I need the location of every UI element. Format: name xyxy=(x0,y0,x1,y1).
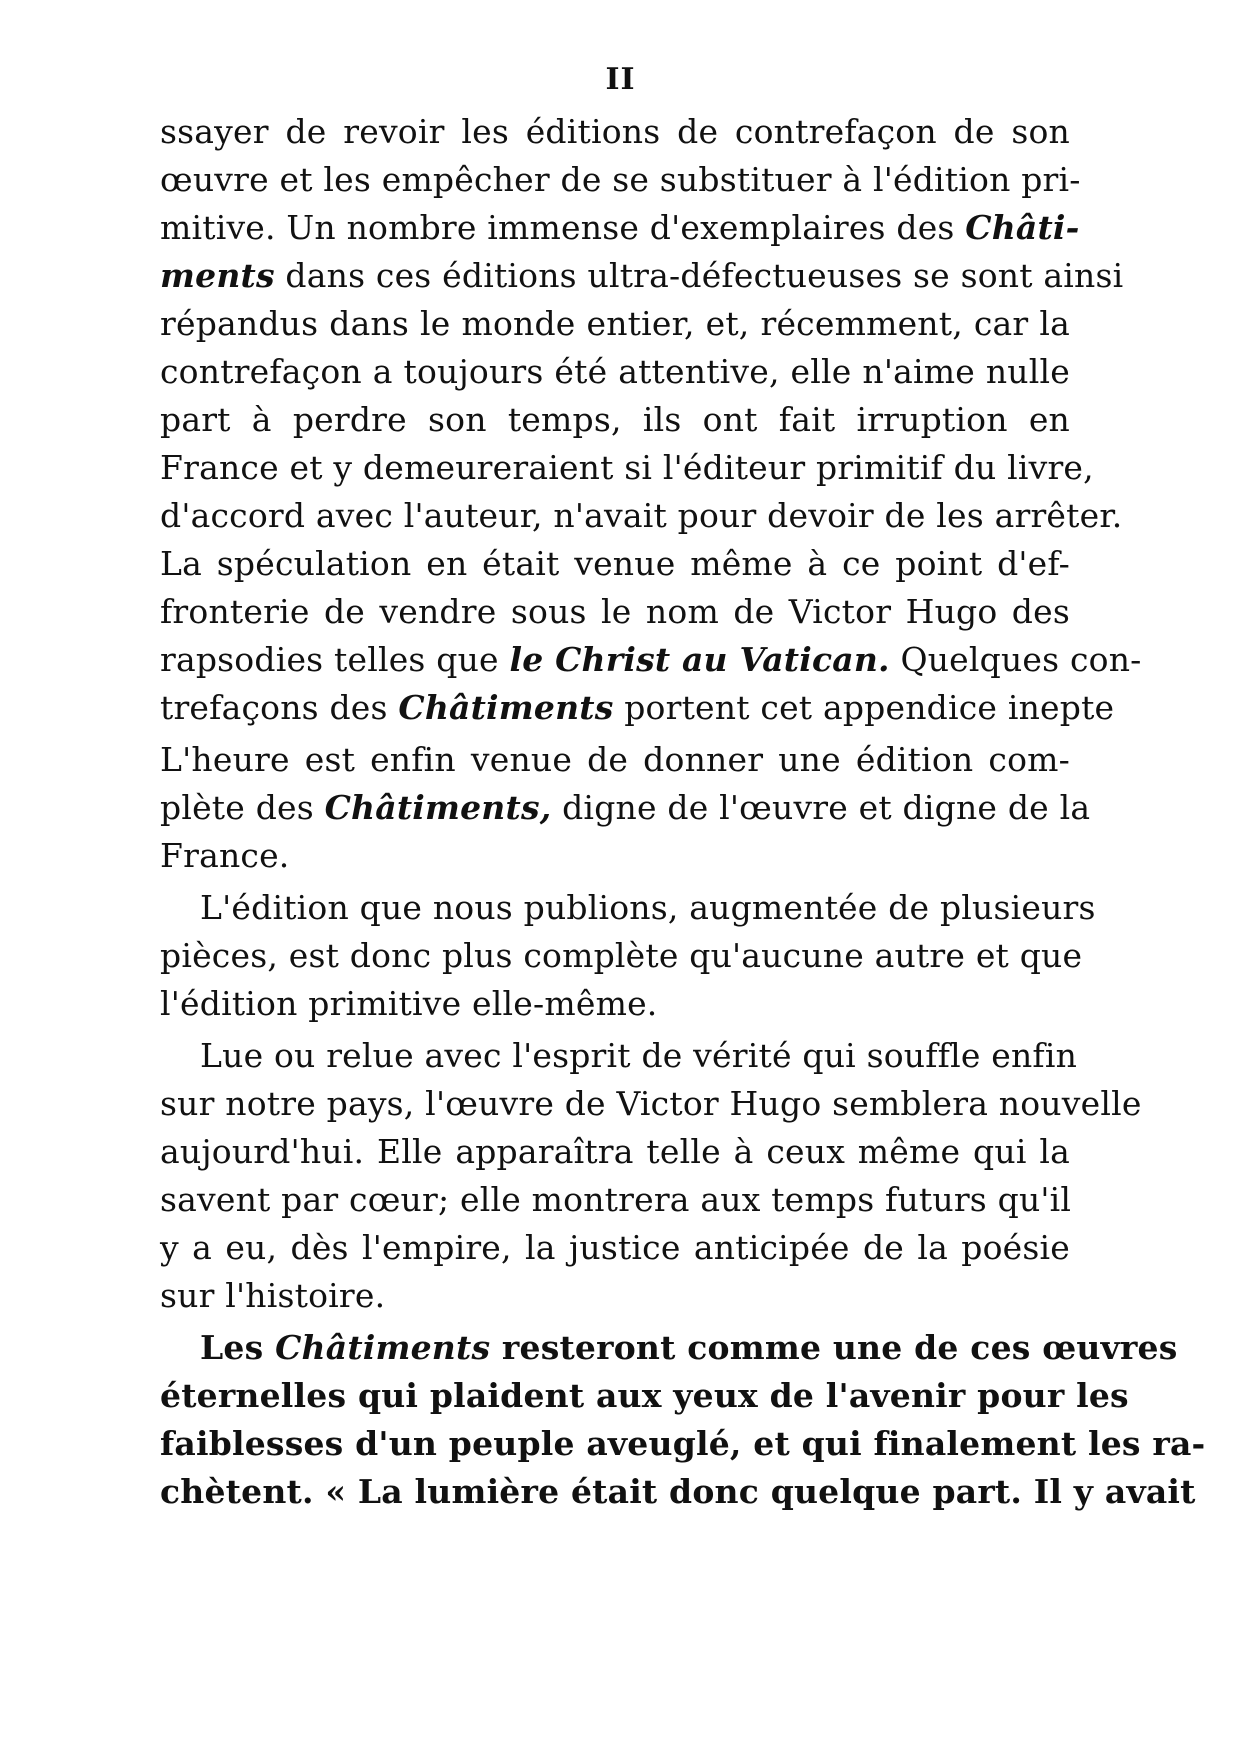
text-run: digne de l'œuvre et digne de la xyxy=(551,788,1091,827)
text-run: resteront comme une de ces œuvres xyxy=(490,1328,1178,1367)
text-run: rapsodies telles que xyxy=(160,640,510,679)
text-run: fronterie de vendre sous le nom de Victor Hugo des xyxy=(160,592,1070,631)
text-run: mitive. Un nombre immense d'exemplaires des xyxy=(160,208,966,247)
text-run: répandus dans le monde entier, et, récemment, car la xyxy=(160,304,1070,343)
italic-title: ments xyxy=(160,256,275,295)
text-run: portent cet appendice inepte xyxy=(613,688,1115,727)
text-run: La spéculation en était venue même à ce point d'ef- xyxy=(160,544,1070,583)
text-line xyxy=(200,1324,1178,1372)
text-run: contrefaçon a toujours été attentive, elle n'aime nulle xyxy=(160,352,1070,391)
text-line xyxy=(160,396,1070,444)
text-line xyxy=(160,492,1123,540)
text-run: France et y demeureraient si l'éditeur primitif du livre, xyxy=(160,448,1094,487)
text-line xyxy=(160,832,1070,880)
text-run: l'édition primitive elle-même. xyxy=(160,984,658,1023)
text-line xyxy=(160,300,1070,348)
text-run: chètent. « La lumière était donc quelque part. Il y avait xyxy=(160,1472,1196,1511)
text-line xyxy=(160,932,1083,980)
text-run: savent par cœur; elle montrera aux temps futurs qu'il xyxy=(160,1180,1072,1219)
text-line xyxy=(160,1128,1070,1176)
text-line xyxy=(160,252,1124,300)
italic-title: le Christ au Vatican. xyxy=(509,640,890,679)
text-run: éternelles qui plaident aux yeux de l'avenir pour les xyxy=(160,1376,1129,1415)
text-run: ssayer de revoir les éditions de contrefaçon de son xyxy=(160,112,1070,151)
text-run: faiblesses d'un peuple aveuglé, et qui finalement les ra- xyxy=(160,1424,1206,1463)
text-run: œuvre et les empêcher de se substituer à l'édition pri- xyxy=(160,160,1081,199)
text-line xyxy=(160,1468,1196,1516)
text-run: Lue ou relue avec l'esprit de vérité qui souffle enfin xyxy=(200,1036,1078,1075)
text-run: Les xyxy=(200,1328,276,1367)
text-run: Quelques con- xyxy=(889,640,1142,679)
text-run: L'édition que nous publions, augmentée de plusieurs xyxy=(200,888,1096,927)
text-line xyxy=(200,884,1096,932)
text-line xyxy=(160,156,1081,204)
text-line xyxy=(160,588,1070,636)
text-run: L'heure est enfin venue de donner une édition com- xyxy=(160,740,1070,779)
text-line xyxy=(160,1176,1070,1224)
text-line xyxy=(160,736,1070,784)
text-run: trefaçons des xyxy=(160,688,399,727)
text-line xyxy=(160,540,1070,588)
text-line xyxy=(160,980,1070,1028)
text-run: sur l'histoire. xyxy=(160,1276,386,1315)
text-line xyxy=(160,108,1070,156)
page-number: II xyxy=(605,62,636,97)
text-line xyxy=(160,636,1142,684)
text-line xyxy=(160,1272,1070,1320)
text-line xyxy=(200,1032,1078,1080)
text-line xyxy=(160,348,1070,396)
text-line xyxy=(160,1372,1129,1420)
italic-title: Châtiments, xyxy=(324,788,552,827)
text-line xyxy=(160,1224,1070,1272)
italic-title: Châti- xyxy=(965,208,1080,247)
text-run: aujourd'hui. Elle apparaîtra telle à ceux même qui la xyxy=(160,1132,1070,1171)
text-line xyxy=(160,444,1094,492)
text-line xyxy=(160,204,1080,252)
text-run: d'accord avec l'auteur, n'avait pour devoir de les arrêter. xyxy=(160,496,1123,535)
italic-title: Châtiments xyxy=(398,688,614,727)
text-line xyxy=(160,1420,1206,1468)
text-run: pièces, est donc plus complète qu'aucune autre et que xyxy=(160,936,1083,975)
text-run: France. xyxy=(160,836,290,875)
text-run: y a eu, dès l'empire, la justice anticipée de la poésie xyxy=(160,1228,1070,1267)
text-run: dans ces éditions ultra-défectueuses se sont ainsi xyxy=(274,256,1124,295)
text-line xyxy=(160,684,1115,732)
italic-title: Châtiments xyxy=(275,1328,491,1367)
text-run: part à perdre son temps, ils ont fait irruption en xyxy=(160,400,1070,439)
text-run: sur notre pays, l'œuvre de Victor Hugo semblera nouvelle xyxy=(160,1084,1142,1123)
text-line xyxy=(160,1080,1142,1128)
text-run: plète des xyxy=(160,788,325,827)
text-line xyxy=(160,784,1091,832)
